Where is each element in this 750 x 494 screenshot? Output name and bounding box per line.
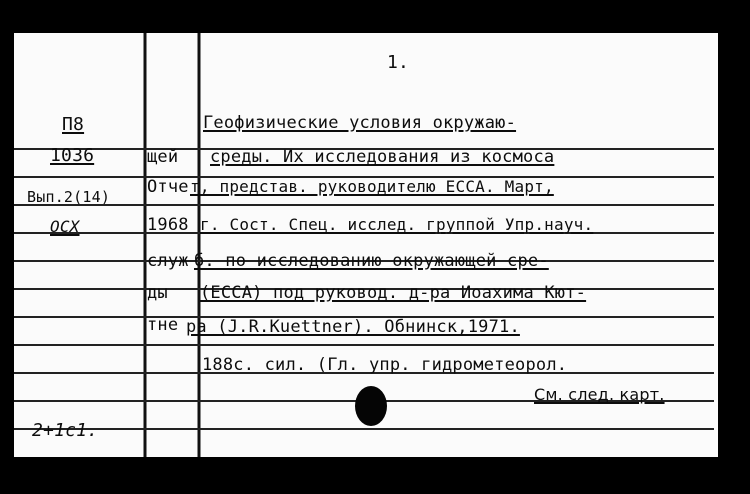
continuation-note: См. след. карт. xyxy=(534,385,665,404)
margin-fragment: служ xyxy=(147,251,189,271)
body-line: т, представ. руководителю ЕССА. Март, xyxy=(190,177,554,196)
card-number: 1036 xyxy=(50,145,95,166)
body-line: г. Сост. Спец. исслед. группой Упр.науч. xyxy=(200,215,594,234)
margin-fragment: 1968 xyxy=(147,215,189,235)
location-code: ОСХ xyxy=(50,217,80,236)
margin-fragment: ды xyxy=(147,283,168,303)
footer-mark: 2+1с1. xyxy=(32,420,99,441)
body-line: ра (J.R.Kuettner). Обнинск,1971. xyxy=(186,317,520,337)
page-number: 1. xyxy=(387,52,410,73)
body-line: 188с. сил. (Гл. упр. гидрометеорол. xyxy=(202,355,568,375)
margin-fragment: Отче xyxy=(147,177,189,197)
ink-blot xyxy=(355,386,387,426)
body-line: среды. Их исследования из космоса xyxy=(210,147,555,167)
issue-number: Вып.2(14) xyxy=(27,188,111,206)
body-line: (ЕССА) под руковод. д-ра Иоахима Кют- xyxy=(200,283,587,303)
margin-fragment: щей xyxy=(147,147,179,167)
catalog-card xyxy=(14,33,718,457)
margin-fragment: тне xyxy=(147,315,179,335)
body-line: Геофизические условия окружаю- xyxy=(203,113,517,133)
body-line: б. по исследованию окружающей сре- xyxy=(194,251,549,271)
shelf-code: П8 xyxy=(62,114,85,135)
